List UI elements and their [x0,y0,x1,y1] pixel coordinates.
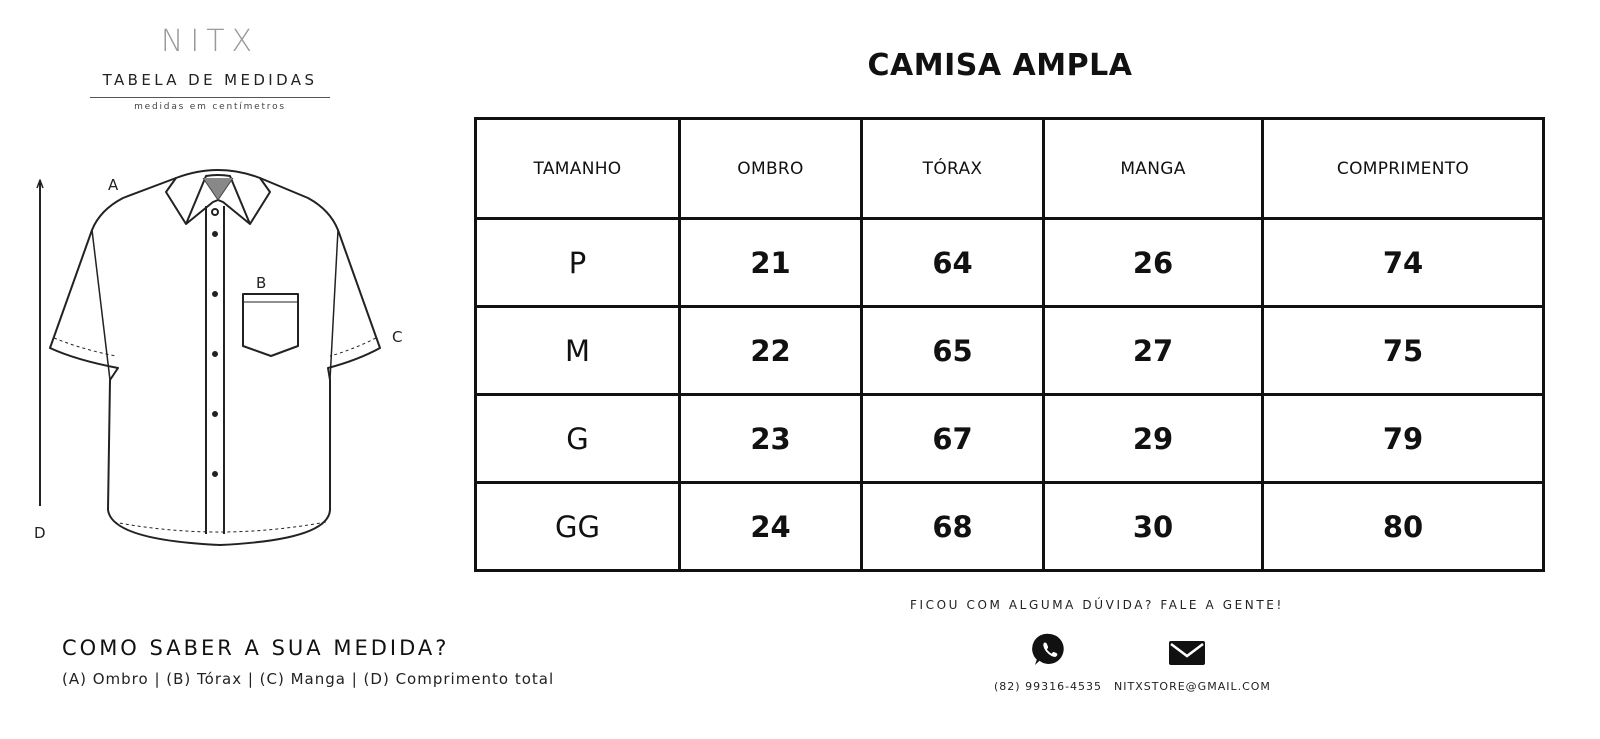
table-row [476,307,1544,395]
cell-comprimento: 74 [1263,219,1544,307]
cell-ombro: 23 [680,395,862,483]
cell-manga: 26 [1044,219,1263,307]
how-to-measure [62,636,554,688]
header-manga: MANGA [1044,119,1263,219]
cell-comprimento: 80 [1263,483,1544,571]
contact-icons [910,628,1330,672]
cell-manga: 29 [1044,395,1263,483]
product-title: CAMISA AMPLA [867,48,1133,83]
email-icon[interactable] [1168,640,1206,666]
table-row [476,395,1544,483]
units-subtitle: medidas em centímetros [134,102,286,112]
shirt-diagram [28,150,428,560]
contact-section [910,598,1330,693]
label-d: D [34,524,46,542]
header-tamanho: TAMANHO [476,119,680,219]
cell-ombro: 22 [680,307,862,395]
shirt-illustration [28,150,428,560]
cell-torax: 65 [862,307,1044,395]
size-table [474,117,1545,572]
cell-torax: 64 [862,219,1044,307]
header-torax: TÓRAX [862,119,1044,219]
brand-logo: NITX [160,24,260,59]
cell-manga: 27 [1044,307,1263,395]
contact-question: FICOU COM ALGUMA DÚVIDA? FALE A GENTE! [910,598,1284,612]
table-row [476,483,1544,571]
cell-torax: 67 [862,395,1044,483]
cell-torax: 68 [862,483,1044,571]
header-ombro: OMBRO [680,119,862,219]
whatsapp-icon[interactable] [1032,632,1068,668]
table-row [476,219,1544,307]
cell-size: M [476,307,680,395]
label-c: C [392,328,403,346]
cell-comprimento: 75 [1263,307,1544,395]
brand-header [90,24,330,112]
how-to-legend: (A) Ombro | (B) Tórax | (C) Manga | (D) Comprimento total [62,670,555,688]
label-a: A [108,176,119,194]
table-header-row [476,119,1544,219]
cell-size: P [476,219,680,307]
email-address[interactable]: NITXSTORE@GMAIL.COM [1114,680,1271,693]
cell-manga: 30 [1044,483,1263,571]
cell-size: G [476,395,680,483]
cell-ombro: 24 [680,483,862,571]
cell-comprimento: 79 [1263,395,1544,483]
how-to-heading: COMO SABER A SUA MEDIDA? [62,636,450,660]
header-comprimento: COMPRIMENTO [1263,119,1544,219]
cell-size: GG [476,483,680,571]
phone-number[interactable]: (82) 99316-4535 [994,680,1103,693]
label-b: B [256,274,267,292]
cell-ombro: 21 [680,219,862,307]
size-chart-title: TABELA DE MEDIDAS [102,71,318,89]
divider [90,97,330,98]
